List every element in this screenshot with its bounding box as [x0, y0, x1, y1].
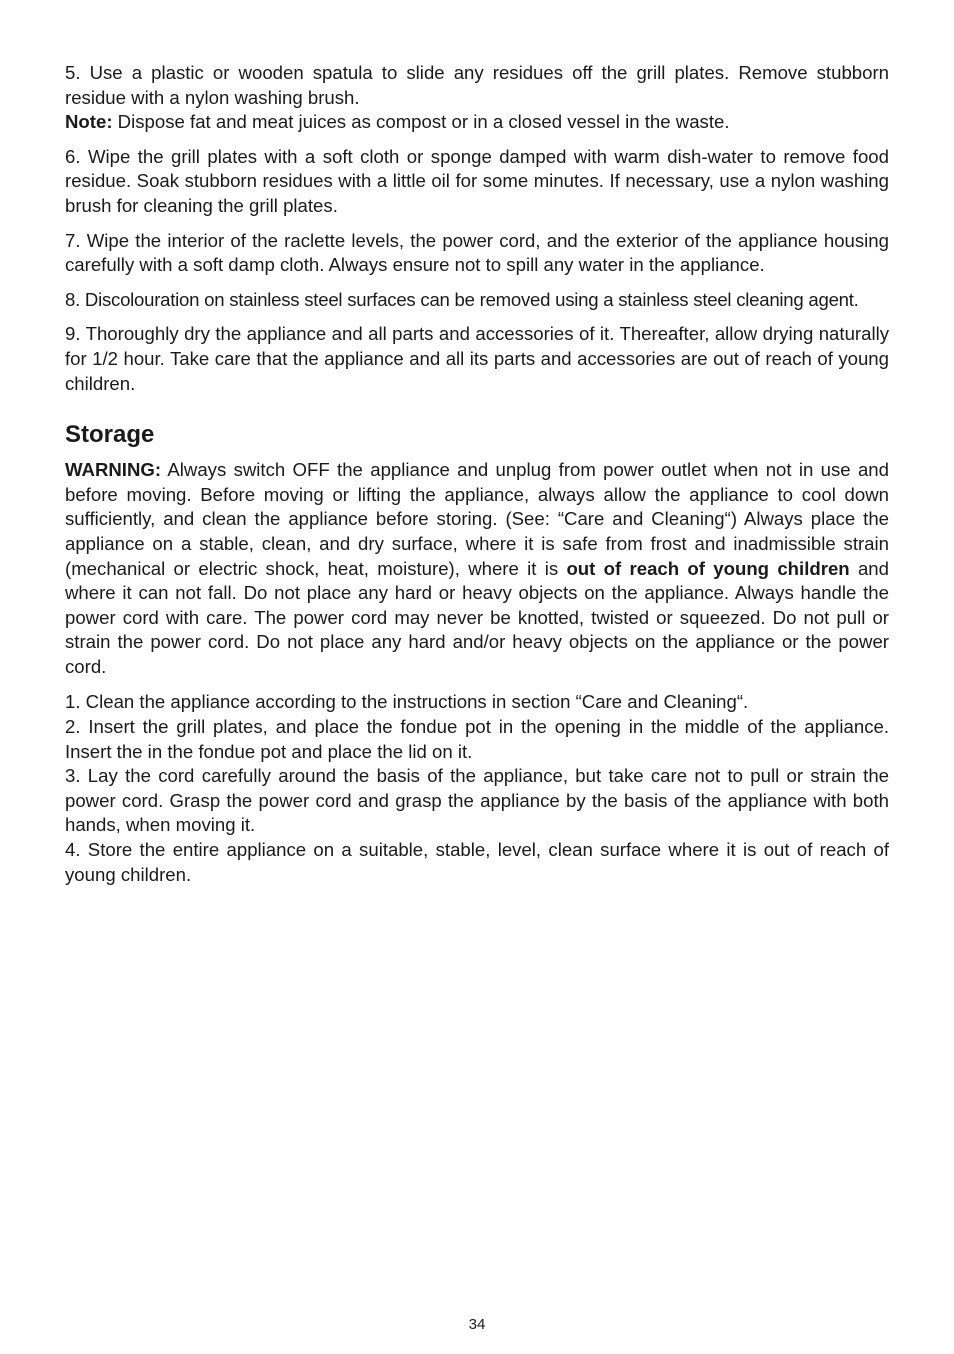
storage-heading: Storage	[65, 421, 155, 449]
warning-emphasis: out of reach of young children	[566, 557, 850, 579]
cleaning-section	[65, 61, 889, 396]
page-number: 34	[468, 1316, 486, 1333]
warning-label: WARNING:	[65, 459, 162, 481]
cleaning-step-6: 6. Wipe the grill plates with a soft cloth or sponge damped with warm dish-water to remove food residue. Soak stubborn residues with a little oil for some minutes. If necessary, use a nylon washing brush for cleaning the grill plates.	[65, 145, 889, 216]
note-label: Note:	[65, 111, 113, 133]
storage-step-1: 1. Clean the appliance according to the instructions in section “Care and Cleaning“.	[65, 691, 749, 713]
storage-step-2: 2. Insert the grill plates, and place the fondue pot in the opening in the middle of the appliance. Insert the in the fondue pot and place the lid on it.	[65, 716, 889, 762]
warning-text-1: Always switch OFF the appliance and unplug from power outlet when not in use and before moving. Before moving or lifting the appliance, always allow the appliance to cool down sufficiently, and clean the appliance before storing. (See: “Care and Cleaning“) Always place the appliance on a stable, clean, and dry surface, where it is safe from frost and inadmissible strain (mechanical or electric shock, heat, moisture), where it is	[65, 459, 889, 579]
cleaning-step-8: 8. Discolouration on stainless steel surfaces can be removed using a stainless steel cleaning agent.	[65, 288, 859, 310]
cleaning-step-9: 9. Thoroughly dry the appliance and all parts and accessories of it. Thereafter, allow drying naturally for 1/2 hour. Take care that the appliance and all its parts and accessories are out of reach of young children.	[65, 323, 889, 394]
cleaning-step-5: 5. Use a plastic or wooden spatula to slide any residues off the grill plates. Remove stubborn residue with a nylon washing brush.	[65, 62, 889, 108]
manual-page	[65, 61, 889, 887]
storage-warning	[65, 458, 889, 679]
storage-section	[65, 420, 889, 887]
note-text: Dispose fat and meat juices as compost or in a closed vessel in the waste.	[112, 111, 730, 133]
cleaning-step-7: 7. Wipe the interior of the raclette levels, the power cord, and the exterior of the appliance housing carefully with a soft damp cloth. Always ensure not to spill any water in the appliance.	[65, 229, 889, 276]
storage-step-4: 4. Store the entire appliance on a suitable, stable, level, clean surface where it is out of reach of young children.	[65, 839, 889, 885]
storage-step-3: 3. Lay the cord carefully around the basis of the appliance, but take care not to pull or strain the power cord. Grasp the power cord and grasp the appliance by the basis of the appliance with both hands, when moving it.	[65, 765, 889, 836]
cleaning-note	[65, 110, 889, 135]
warning-text-2: and where it can not fall. Do not place any hard or heavy objects on the appliance. Always handle the power cord with care. The power cord may never be knotted, twisted or squeezed. Do not pull or strain the power cord. Do not place any hard and/or heavy objects on the appliance or the power cord.	[65, 557, 889, 677]
